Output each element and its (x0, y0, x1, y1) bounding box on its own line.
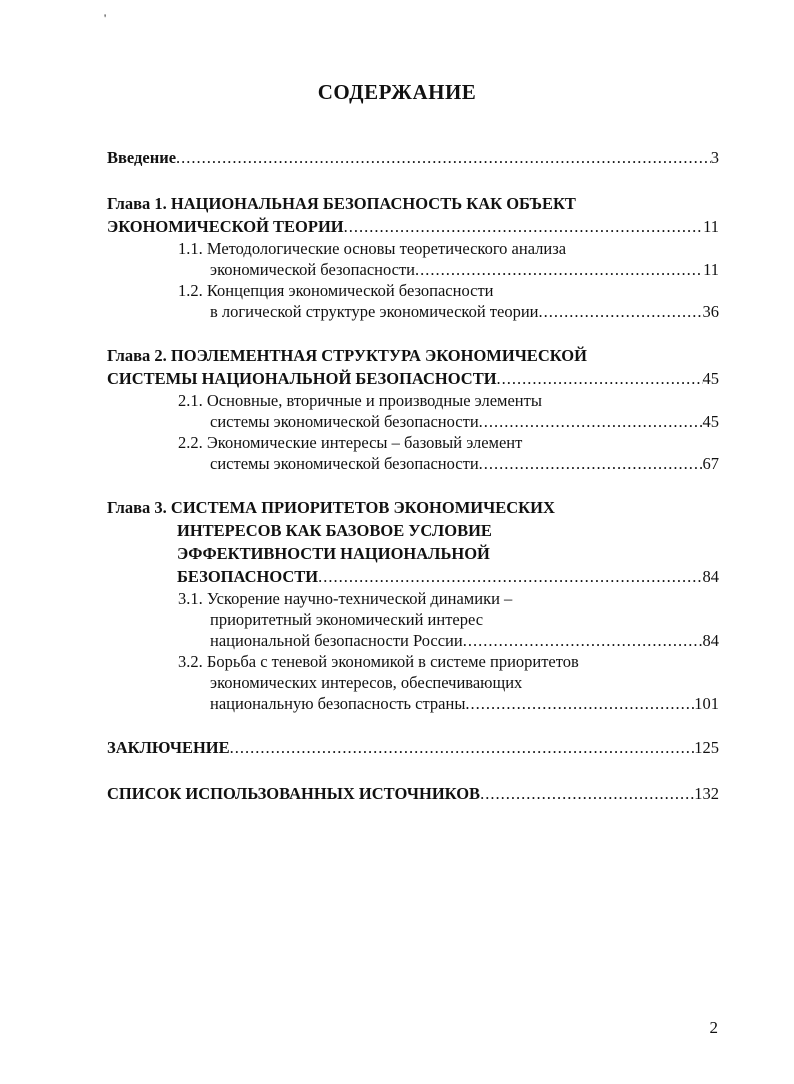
section-text: системы экономической безопасности (210, 454, 479, 473)
toc-page-number: 3 (710, 148, 719, 167)
chapter-heading-line[interactable] (107, 496, 719, 519)
section-text: экономической безопасности (210, 260, 415, 279)
toc-page-number: 132 (694, 784, 719, 803)
toc-entry-conclusion[interactable] (107, 736, 719, 760)
section-line[interactable] (107, 651, 719, 672)
chapter-heading-text: БЕЗОПАСНОСТИ (177, 567, 319, 586)
dot-leader (497, 367, 703, 390)
section-text: национальную безопасность страны (210, 694, 466, 713)
chapter-heading-text: СИСТЕМЫ НАЦИОНАЛЬНОЙ БЕЗОПАСНОСТИ (107, 369, 497, 388)
chapter-heading-text: Глава 2. ПОЭЛЕМЕНТНАЯ СТРУКТУРА ЭКОНОМИЧЕСКОЙ (107, 346, 587, 365)
toc-page-number: 45 (702, 412, 719, 431)
chapter-heading-text: Глава 3. СИСТЕМА ПРИОРИТЕТОВ ЭКОНОМИЧЕСКИХ (107, 498, 555, 517)
dot-leader (318, 565, 702, 588)
section-line[interactable] (107, 693, 719, 714)
toc-page-number: 36 (702, 302, 719, 321)
dot-leader (463, 630, 703, 651)
toc-page-number: 11 (703, 217, 719, 236)
section-line[interactable] (107, 609, 719, 630)
chapter-heading-text: ИНТЕРЕСОВ КАК БАЗОВОЕ УСЛОВИЕ (177, 521, 492, 540)
section-text: в логической структуре экономической теории (210, 302, 539, 321)
toc-page-number: 101 (694, 694, 719, 713)
toc-page-number: 45 (702, 369, 719, 388)
section-text: 1.2. Концепция экономической безопасности (178, 281, 494, 300)
chapter-heading-text: ЭКОНОМИЧЕСКОЙ ТЕОРИИ (107, 217, 344, 236)
dot-leader (479, 411, 703, 432)
chapter-heading-line[interactable] (107, 542, 719, 565)
toc-entry-label: Введение (107, 148, 177, 167)
section-line[interactable] (107, 259, 719, 280)
section-line[interactable] (107, 588, 719, 609)
section-text: 3.2. Борьба с теневой экономикой в системе приоритетов (178, 652, 579, 671)
dot-leader (344, 215, 703, 238)
section-text: 3.1. Ускорение научно-технической динамики – (178, 589, 513, 608)
toc-page-number: 11 (703, 260, 719, 279)
chapter-heading-line[interactable] (107, 565, 719, 588)
section-text: 2.1. Основные, вторичные и производные элементы (178, 391, 542, 410)
chapter-heading-text: Глава 1. НАЦИОНАЛЬНАЯ БЕЗОПАСНОСТЬ КАК ОБЪЕКТ (107, 194, 576, 213)
section-line[interactable] (107, 411, 719, 432)
section-line[interactable] (107, 432, 719, 453)
section-text: 1.1. Методологические основы теоретического анализа (178, 239, 567, 258)
table-of-contents (107, 146, 719, 806)
toc-entry-label: ЗАКЛЮЧЕНИЕ (107, 738, 230, 757)
dot-leader (230, 736, 695, 760)
section-line[interactable] (107, 280, 719, 301)
toc-entry-intro[interactable] (107, 146, 719, 170)
dot-leader (415, 259, 703, 280)
toc-page-number: 67 (702, 454, 719, 473)
toc-chapter-3 (107, 496, 719, 714)
toc-entry-label: СПИСОК ИСПОЛЬЗОВАННЫХ ИСТОЧНИКОВ (107, 784, 481, 803)
section-line[interactable] (107, 672, 719, 693)
chapter-heading-line[interactable] (107, 367, 719, 390)
toc-page-number: 84 (702, 567, 719, 586)
section-text: 2.2. Экономические интересы – базовый элемент (178, 433, 523, 452)
toc-chapter-1 (107, 192, 719, 322)
section-text: приоритетный экономический интерес (210, 610, 484, 629)
chapter-heading-line[interactable] (107, 192, 719, 215)
section-line[interactable] (107, 453, 719, 474)
chapter-heading-line[interactable] (107, 215, 719, 238)
section-text: национальной безопасности России (210, 631, 463, 650)
section-line[interactable] (107, 390, 719, 411)
toc-page-number: 84 (702, 631, 719, 650)
toc-page-number: 125 (694, 738, 719, 757)
dot-leader (538, 301, 702, 322)
chapter-heading-text: ЭФФЕКТИВНОСТИ НАЦИОНАЛЬНОЙ (177, 544, 490, 563)
dot-leader (479, 453, 703, 474)
dot-leader (480, 782, 694, 806)
section-line[interactable] (107, 630, 719, 651)
toc-entry-sources[interactable] (107, 782, 719, 806)
chapter-heading-line[interactable] (107, 344, 719, 367)
section-text: системы экономической безопасности (210, 412, 479, 431)
section-line[interactable] (107, 301, 719, 322)
section-text: экономических интересов, обеспечивающих (210, 673, 523, 692)
dot-leader (465, 693, 694, 714)
page-title: СОДЕРЖАНИЕ (317, 80, 477, 104)
dot-leader (176, 146, 711, 170)
chapter-heading-line[interactable] (107, 519, 719, 542)
corner-mark: ' (104, 11, 107, 25)
section-line[interactable] (107, 238, 719, 259)
page-number: 2 (709, 1018, 718, 1037)
toc-chapter-2 (107, 344, 719, 474)
